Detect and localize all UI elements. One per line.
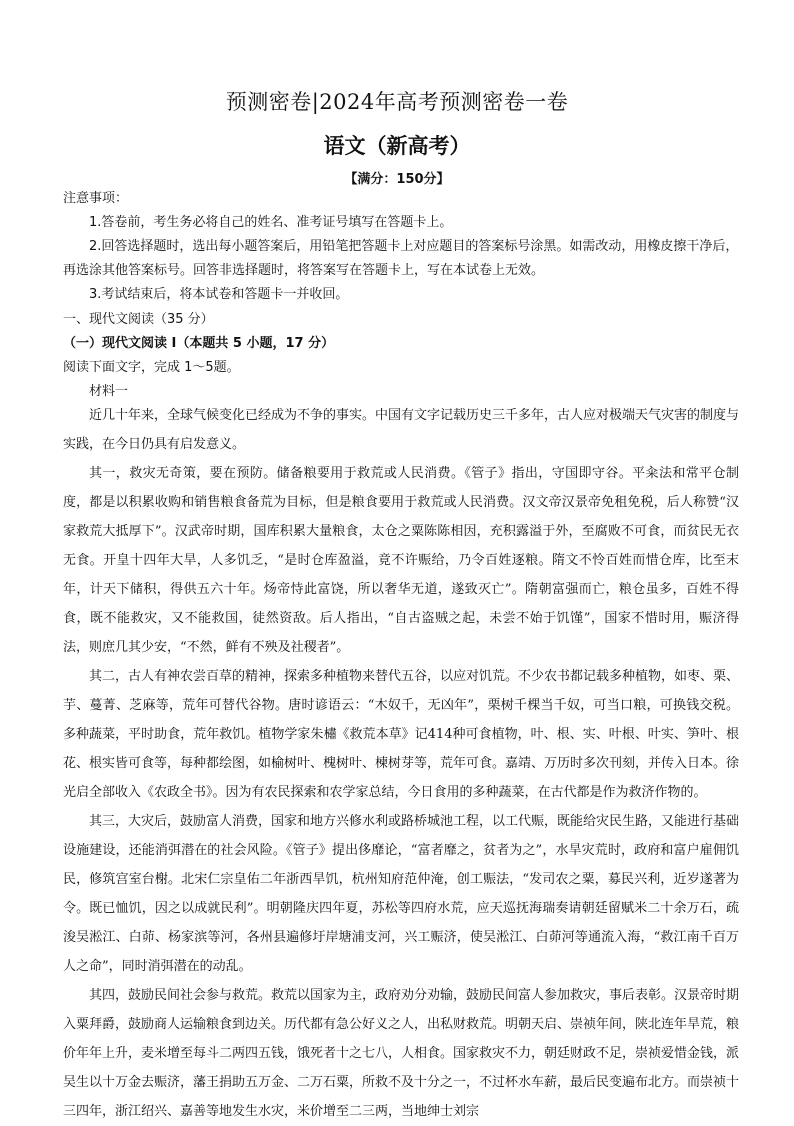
reading-passage	[63, 401, 739, 1126]
notice-section	[63, 187, 739, 307]
notice-heading: 注意事项：	[63, 191, 129, 206]
notice-item-2: 2.回答选择题时，选出每小题答案后，用铅笔把答题卡上对应题目的答案标号涂黑。如需改动，用橡皮擦干净后，再选涂其他答案标号。回答非选择题时，将答案写在答题卡上，写在本试卷上无效。	[63, 239, 739, 278]
notice-item-1: 1.答卷前，考生务必将自己的姓名、准考证号填写在答题卡上。	[89, 215, 453, 230]
passage-paragraph-2: 其一，救灾无奇策，要在预防。储备粮要用于救荒或人民消费。《管子》指出，守国即守谷。平籴法和常平仓制度，都是以积累收购和销售粮食备荒为目标，但是粮食要用于救荒或人民消费。汉文帝汉景帝免租免税，后人称赞“汉家救荒大抵厚下”。汉武帝时期，国库积累大量粮食，太仓之粟陈陈相因，充积露溢于外，至腐败不可食，而贫民无衣无食。开皇十四年大旱，人多饥乏，“是时仓库盈溢，竟不许赈给，乃令百姓逐粮。隋文不怜百姓而惜仓库，比至末年，计天下储积，得供五六十年。炀帝恃此富饶，所以奢华无道，遂致灭亡”。隋朝富强而亡，粮仓虽多，百姓不得食，既不能救灾，又不能救国，徒然资敌。后人指出，“自古盗贼之起，未尝不始于饥馑”，国家不惜时用，赈济得法，则庶几其少安，“不然，鲜有不殃及社稷者”。	[63, 466, 739, 655]
section-subheading: （一）现代文阅读 I（本题共 5 小题，17 分）	[63, 336, 335, 351]
full-score: 【满分：150分】	[344, 172, 450, 187]
exam-subtitle: 语文（新高考）	[323, 133, 471, 158]
passage-paragraph-4: 其三，大灾后，鼓励富人消费，国家和地方兴修水利或路桥城池工程，以工代赈，既能给灾民生路，又能进行基础设施建设，还能消弭潜在的社会风险。《管子》提出侈靡论，“富者靡之，贫者为之”，水旱灾荒时，政府和富户雇佣饥民，修筑宫室台榭。北宋仁宗皇佑二年浙西旱饥，杭州知府范仲淹，创工赈法，“发司农之粟，募民兴利，近岁遂著为令。既已恤饥，因之以成就民利”。明朝隆庆四年夏，苏松等四府水荒，应天巡抚海瑞奏请朝廷留赋米二十余万石，疏浚吴淞江、白茆、杨家滨等河，各州县遍修圩岸塘浦支河，兴工赈济，使吴淞江、白茆河等通流入海，“救江南千百万人之命”，同时消弭潜在的动乱。	[63, 814, 740, 974]
notice-item-3: 3.考试结束后，将本试卷和答题卡一并收回。	[89, 287, 349, 302]
section-header	[63, 308, 739, 404]
material-label: 材料一	[89, 384, 129, 399]
section-heading: 一、现代文阅读（35 分）	[63, 312, 214, 327]
passage-paragraph-5: 其四，鼓励民间社会参与救荒。救荒以国家为主，政府劝分劝输，鼓励民间富人参加救灾，事后表彰。汉景帝时期入粟拜爵，鼓励商人运输粮食到边关。历代都有急公好义之人，出私财救荒。明朝天启、崇祯年间，陕北连年旱荒，粮价年年上升，麦米增至每斗二两四五钱，饿死者十之七八，人相食。国家救灾不力，朝廷财政不足，崇祯爱惜金钱，派吴生以十万金去赈济，藩王捐助五万金、二万石粟，所救不及十分之一，不过杯水车薪，最后民变遍布北方。而崇祯十三四年，浙江绍兴、嘉善等地发生水灾，米价增至二三两，当地绅士刘宗	[63, 988, 740, 1119]
reading-instruction: 阅读下面文字，完成 1～5题。	[63, 360, 240, 375]
exam-title: 预测密卷|2024年高考预测密卷一卷	[225, 90, 569, 114]
passage-paragraph-3: 其二，古人有神农尝百草的精神，探索多种植物来替代五谷，以应对饥荒。不少农书都记载多种植物，如枣、栗、芋、蔓菁、芝麻等，荒年可替代谷物。唐时谚语云：“木奴千，无凶年”，栗树千棵当千奴，可当口粮，可换钱交税。多种蔬菜，平时助食，荒年救饥。植物学家朱橚《救荒本草》记414种可食植物，叶、根、实、叶根、叶实、笋叶、根花、根实皆可食等，每种都绘图，如榆树叶、槐树叶、楝树芽等，荒年可食。嘉靖、万历时多次刊刻，并传入日本。徐光启全部收入《农政全书》。因为有农民探索和农学家总结，今日食用的多种蔬菜，在古代都是作为救济作物的。	[63, 669, 740, 800]
passage-paragraph-1: 近几十年来，全球气候变化已经成为不争的事实。中国有文字记载历史三千多年，古人应对极端天气灾害的制度与实践，在今日仍具有启发意义。	[63, 408, 740, 452]
